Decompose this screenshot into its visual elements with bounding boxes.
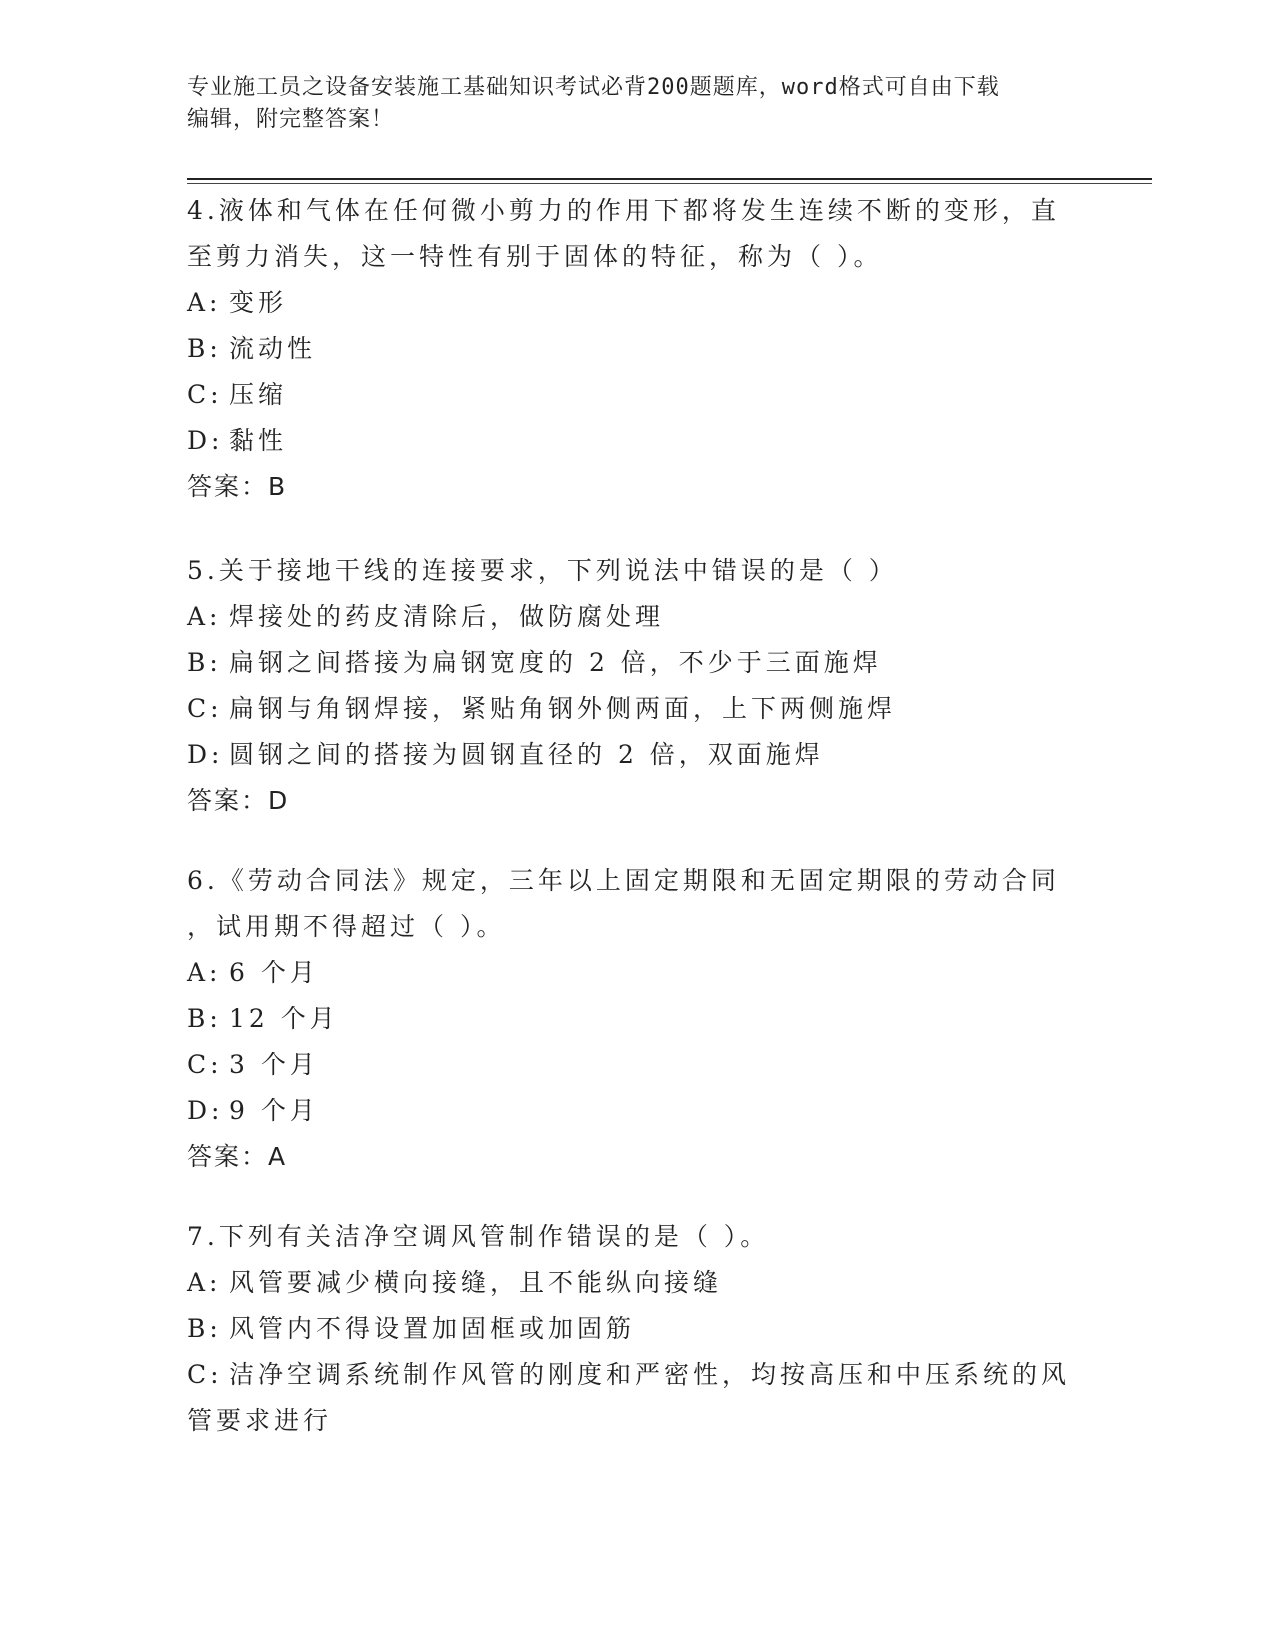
option-a	[187, 594, 1067, 640]
option-text: 扁钢与角钢焊接，紧贴角钢外侧两面，上下两侧施焊	[229, 694, 897, 723]
question-5	[187, 548, 1067, 824]
question-stem-line: 7.下列有关洁净空调风管制作错误的是（ ）。	[187, 1222, 770, 1251]
option-label: C:	[187, 1360, 223, 1389]
option-c	[187, 686, 1067, 732]
option-label: B:	[187, 1314, 222, 1343]
question-stem-line: 4.液体和气体在任何微小剪力的作用下都将发生连续不断的变形，直	[187, 196, 1060, 225]
option-d	[187, 418, 1067, 464]
option-a	[187, 950, 1067, 996]
option-text: 流动性	[229, 334, 317, 363]
option-text: 变形	[229, 288, 288, 317]
answer-line: 答案：D	[187, 786, 290, 815]
option-label: A:	[187, 958, 222, 987]
option-a	[187, 280, 1067, 326]
option-b	[187, 326, 1067, 372]
option-d	[187, 1088, 1067, 1134]
header-line-1: 专业施工员之设备安装施工基础知识考试必背200题题库，word格式可自由下载	[187, 75, 1000, 100]
question-4	[187, 188, 1067, 510]
option-text: 3 个月	[229, 1050, 319, 1079]
option-text: 风管要减少横向接缝，且不能纵向接缝	[229, 1268, 723, 1297]
option-c	[187, 372, 1067, 418]
option-label: A:	[187, 602, 222, 631]
header-divider-thick	[187, 178, 1152, 180]
option-b	[187, 1306, 1067, 1352]
answer-line: 答案：B	[187, 472, 288, 501]
document-header	[187, 72, 1067, 136]
header-line-2: 编辑，附完整答案！	[187, 107, 395, 132]
option-text: 6 个月	[229, 958, 319, 987]
option-label: D:	[187, 426, 224, 455]
option-text: 焊接处的药皮清除后，做防腐处理	[229, 602, 665, 631]
option-continuation: 管要求进行	[187, 1406, 333, 1435]
option-label: C:	[187, 380, 223, 409]
option-text: 12 个月	[229, 1004, 339, 1033]
option-label: A:	[187, 288, 222, 317]
header-divider-thin	[187, 183, 1152, 184]
question-stem-line: ，试用期不得超过（ ）。	[187, 912, 506, 941]
option-text: 洁净空调系统制作风管的刚度和严密性，均按高压和中压系统的风	[229, 1360, 1071, 1389]
option-label: D:	[187, 1096, 224, 1125]
option-text: 压缩	[229, 380, 288, 409]
option-label: A:	[187, 1268, 222, 1297]
option-label: B:	[187, 648, 222, 677]
question-stem-line: 至剪力消失，这一特性有别于固体的特征，称为（ ）。	[187, 242, 883, 271]
option-text: 扁钢之间搭接为扁钢宽度的 2 倍，不少于三面施焊	[229, 648, 882, 677]
option-text: 风管内不得设置加固框或加固筋	[229, 1314, 636, 1343]
option-b	[187, 640, 1067, 686]
option-a	[187, 1260, 1067, 1306]
option-text: 9 个月	[229, 1096, 319, 1125]
option-text: 黏性	[229, 426, 288, 455]
question-stem-line: 6.《劳动合同法》规定，三年以上固定期限和无固定期限的劳动合同	[187, 866, 1060, 895]
option-b	[187, 996, 1067, 1042]
answer-line: 答案：A	[187, 1142, 288, 1171]
option-c	[187, 1352, 1071, 1398]
option-c	[187, 1042, 1067, 1088]
question-7	[187, 1214, 1071, 1444]
option-label: B:	[187, 1004, 222, 1033]
option-label: C:	[187, 694, 223, 723]
question-stem-line: 5.关于接地干线的连接要求，下列说法中错误的是（ ）	[187, 556, 898, 585]
option-d	[187, 732, 1067, 778]
question-6	[187, 858, 1067, 1180]
option-label: D:	[187, 740, 224, 769]
option-text: 圆钢之间的搭接为圆钢直径的 2 倍，双面施焊	[229, 740, 824, 769]
option-label: C:	[187, 1050, 223, 1079]
option-label: B:	[187, 334, 222, 363]
